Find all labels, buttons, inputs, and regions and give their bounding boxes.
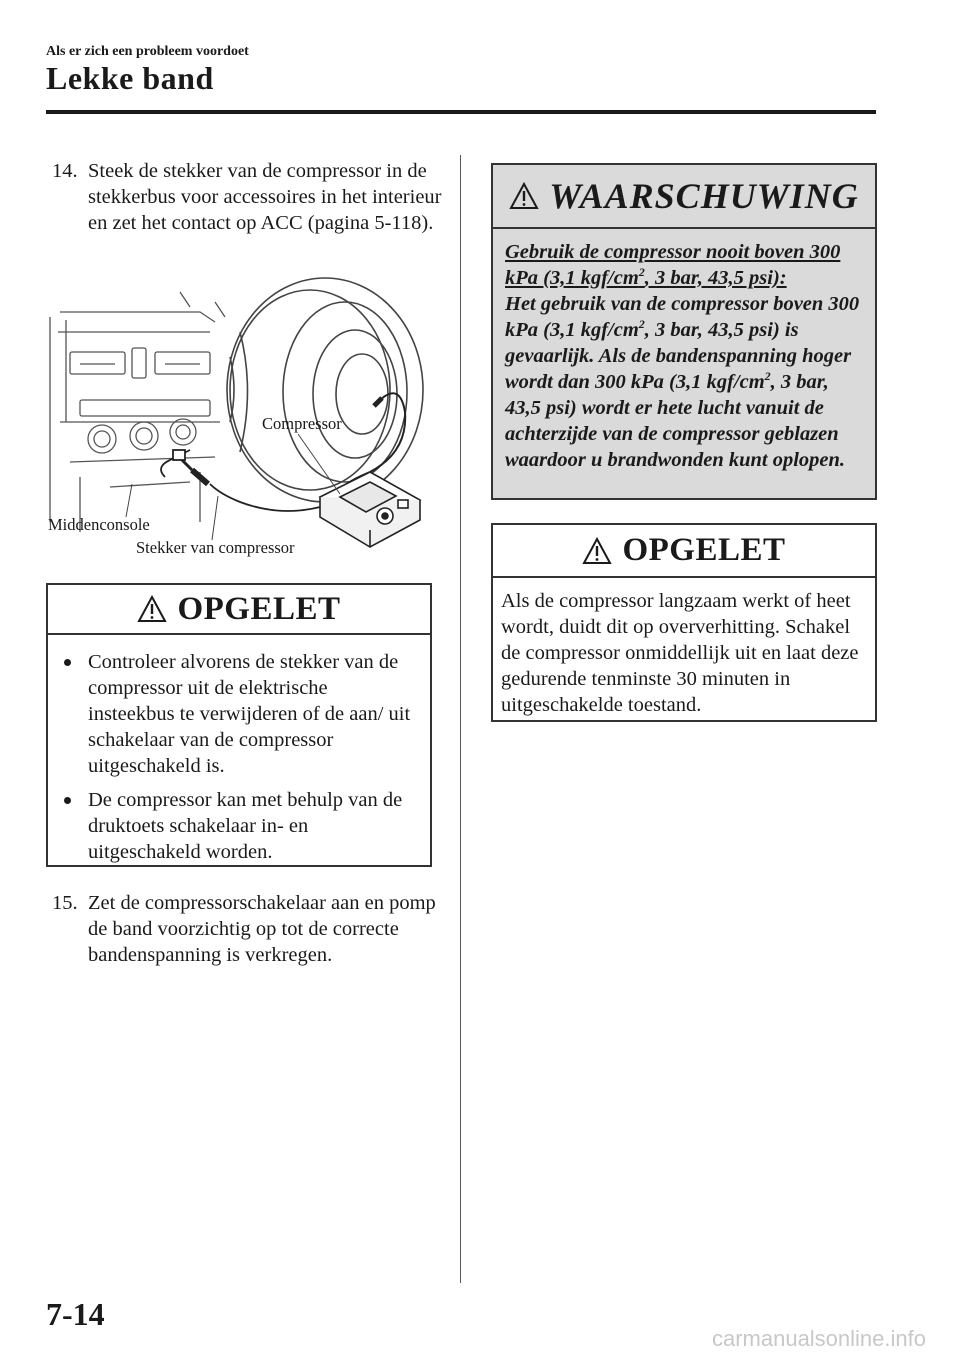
section-label: Als er zich een probleem voordoet — [46, 44, 249, 59]
header-rule — [46, 110, 876, 114]
caution-box-2 — [491, 523, 877, 722]
step-number: 14. — [52, 160, 78, 182]
caution-box — [46, 583, 432, 867]
label-compressor: Compressor — [262, 414, 342, 433]
warning-triangle-icon — [137, 595, 167, 623]
caution-header — [48, 585, 430, 635]
caution-title: OPGELET — [622, 532, 786, 568]
step-15 — [52, 890, 458, 968]
caution-text: Als de compressor langzaam werkt of heet wordt, duidt dit op oververhitting. Schakel de compressor onmiddellijk uit en laat deze gedurende tenminste 30 minuten in uitgeschakelde toestand. — [501, 590, 859, 716]
page-number: 7-14 — [46, 1296, 105, 1332]
step-14 — [52, 158, 458, 236]
warning-triangle-icon — [509, 182, 539, 210]
warning-body — [493, 229, 875, 498]
page-title: Lekke band — [46, 60, 214, 96]
caution-list — [52, 649, 416, 865]
list-item: Controleer alvorens de stekker van de compressor uit de elektrische insteekbus te verwijderen of de aan/ uit schakelaar van de compressor uitgeschakeld is. — [52, 649, 416, 779]
step-number: 15. — [52, 892, 78, 914]
step-text: Steek de stekker van de compressor in de stekkerbus voor accessoires in het interieur en zet het contact op ACC (pagina 5-118). — [88, 160, 442, 234]
caution-header — [493, 525, 875, 578]
watermark: carmanualsonline.info — [711, 1326, 926, 1351]
list-item: De compressor kan met behulp van de druktoets schakelaar in- en uitgeschakeld worden. — [52, 787, 416, 865]
label-stekker: Stekker van compressor — [136, 538, 295, 557]
warning-heading: Gebruik de compressor nooit boven 300 kPa (3,1 kgf/$cm^2$, 3 bar, 43,5 psi): — [505, 241, 841, 289]
warning-box — [491, 163, 877, 500]
warning-text: Het gebruik van de compressor boven 300 kPa (3,1 kgf/$cm^2$, 3 bar, 43,5 psi) is gevaarlijk. Als de bandenspanning hoger wordt dan 300 kPa (3,1 kgf/$cm^2$, 3 bar, 43,5 psi) wordt er hete lucht vanuit de achterzijde van de compressor geblazen waardoor u brandwonden kunt oplopen. — [505, 293, 860, 471]
column-divider — [460, 155, 461, 1283]
warning-triangle-icon — [582, 537, 612, 565]
caution-title: OPGELET — [177, 590, 341, 627]
label-middenconsole: Middenconsole — [48, 515, 150, 534]
warning-header — [493, 165, 875, 229]
warning-title: WAARSCHUWING — [549, 176, 859, 216]
step-text: Zet de compressorschakelaar aan en pomp de band voorzichtig op tot de correcte bandenspanning is verkregen. — [88, 892, 436, 966]
